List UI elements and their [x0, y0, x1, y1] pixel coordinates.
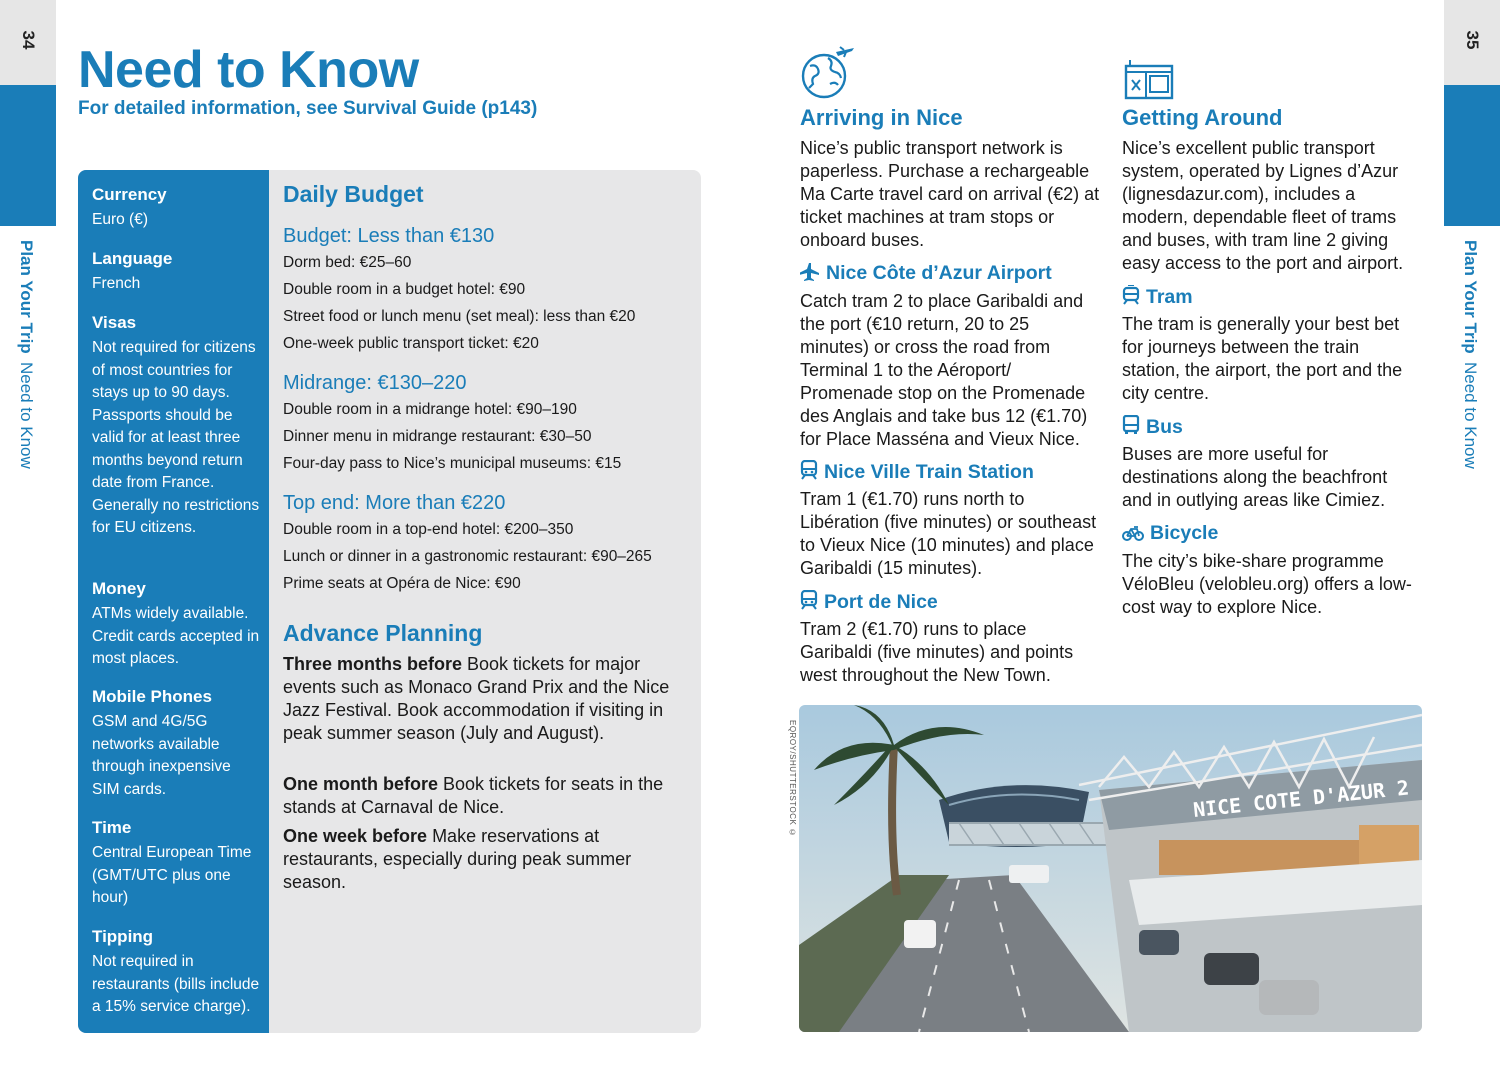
- fact-money: Money ATMs widely available. Credit cards accepted in most places.: [92, 579, 260, 667]
- side-label-section: Plan Your Trip: [17, 240, 36, 354]
- bicycle-heading: Bicycle: [1122, 522, 1218, 545]
- budget-line: Four-day pass to Nice’s municipal museums: €15: [283, 455, 622, 472]
- fact-language: Language French: [92, 249, 173, 292]
- fact-visas: Visas Not required for citizens of most countries for stays up to 90 days. Passports should be valid for at least three months beyond return date from France. Generally no restrictions for EU citizens.: [92, 313, 260, 536]
- train-station-heading: Nice Ville Train Station: [800, 460, 1034, 484]
- tram-icon: [1122, 285, 1140, 305]
- bicycle-icon: [1122, 525, 1144, 541]
- airport-terminal-illustration: [799, 705, 1422, 1032]
- fact-currency: Currency Euro (€): [92, 185, 167, 228]
- budget-line: One-week public transport ticket: €20: [283, 335, 539, 352]
- tram-stop-icon: [1122, 58, 1176, 100]
- train-station-text: Tram 1 (€1.70) runs north to Libération (five minutes) or southeast to Vieux Nice (10 minutes) and place Garibaldi (15 minutes).: [800, 489, 1097, 578]
- bicycle-text: The city’s bike-share programme VéloBleu (velobleu.org) offers a low-cost way to explore Nice.: [1122, 551, 1412, 617]
- side-label-right: [1444, 240, 1500, 540]
- page-title: Need to Know: [78, 41, 419, 99]
- budget-line: Prime seats at Opéra de Nice: €90: [283, 575, 521, 592]
- page-number-left: 34: [0, 0, 56, 85]
- airport-heading: Nice Côte d’Azur Airport: [800, 262, 1052, 285]
- budget-tier-label: Budget: Less than €130: [283, 225, 495, 247]
- quick-facts-column: [78, 170, 269, 1033]
- airport-terminal-photo: [799, 705, 1422, 1032]
- airport-text: Catch tram 2 to place Garibaldi and the port (€10 return, 20 to 25 minutes) or cross the road from Terminal 1 to the Aéroport/ Promenade stop on the Promenade des Anglais and take bus 12 (€1.70) for Place Masséna and Vieux Nice.: [800, 291, 1088, 449]
- tram-heading: Tram: [1122, 285, 1193, 309]
- bus-icon: [1122, 415, 1140, 435]
- page-subtitle: For detailed information, see Survival Guide (p143): [78, 98, 538, 119]
- globe-plane-icon: [800, 46, 858, 100]
- planning-item: Three months before Book tickets for major events such as Monaco Grand Prix and the Nice Jazz Festival. Book accommodation if visiting in peak summer season (July and August).: [283, 654, 670, 743]
- side-tab-left: [0, 85, 56, 226]
- getting-around-heading: Getting Around: [1122, 105, 1283, 130]
- info-box: [78, 170, 701, 1033]
- arriving-heading: Arriving in Nice: [800, 105, 963, 130]
- port-text: Tram 2 (€1.70) runs to place Garibaldi (five minutes) and points west throughout the New Town.: [800, 619, 1074, 685]
- arriving-intro: Nice’s public transport network is paperless. Purchase a rechargeable Ma Carte travel card on arrival (€2) at ticket machines at tram stops or onboard buses.: [800, 138, 1100, 250]
- side-tab-right: [1444, 85, 1500, 226]
- budget-tier-label: Midrange: €130–220: [283, 372, 467, 394]
- budget-line: Double room in a budget hotel: €90: [283, 281, 526, 298]
- side-label-page: Need to Know: [17, 361, 36, 469]
- side-label-page: Need to Know: [1461, 361, 1480, 469]
- photo-credit: EQROY/SHUTTERSTOCK ©: [788, 720, 797, 838]
- daily-budget-heading: Daily Budget: [283, 181, 424, 207]
- fact-mobile-phones: Mobile Phones GSM and 4G/5G networks available through inexpensive SIM cards.: [92, 687, 231, 798]
- bus-text: Buses are more useful for destinations along the beachfront and in outlying areas like Cimiez.: [1122, 444, 1388, 510]
- budget-line: Double room in a midrange hotel: €90–190: [283, 401, 577, 418]
- budget-line: Dinner menu in midrange restaurant: €30–50: [283, 428, 592, 445]
- port-heading: Port de Nice: [800, 590, 938, 614]
- advance-planning-heading: Advance Planning: [283, 620, 483, 646]
- budget-line: Lunch or dinner in a gastronomic restaurant: €90–265: [283, 548, 652, 565]
- planning-item: One month before Book tickets for seats in the stands at Carnaval de Nice.: [283, 774, 664, 817]
- bus-heading: Bus: [1122, 415, 1183, 439]
- tram-text: The tram is generally your best bet for journeys between the train station, the airport, the port and the city centre.: [1122, 314, 1403, 403]
- page-number-right: 35: [1444, 0, 1500, 85]
- side-label-left: [0, 240, 56, 540]
- budget-tier-label: Top end: More than €220: [283, 492, 506, 514]
- side-label-section: Plan Your Trip: [1461, 240, 1480, 354]
- fact-tipping: Tipping Not required in restaurants (bills include a 15% service charge).: [92, 927, 260, 1015]
- budget-line: Street food or lunch menu (set meal): less than €20: [283, 308, 636, 325]
- terminal-sign: NICE COTE D'AZUR 2: [1192, 775, 1411, 822]
- airplane-icon: [800, 263, 820, 281]
- fact-time: Time Central European Time (GMT/UTC plus one hour): [92, 818, 252, 906]
- budget-line: Dorm bed: €25–60: [283, 254, 412, 271]
- getting-around-intro: Nice’s excellent public transport system, operated by Lignes d’Azur (lignesdazur.com), includes a modern, dependable fleet of trams and buses, with tram line 2 giving easy access to the port and airport.: [1122, 138, 1404, 273]
- train-icon: [800, 590, 818, 610]
- train-icon: [800, 460, 818, 480]
- budget-line: Double room in a top-end hotel: €200–350: [283, 521, 574, 538]
- planning-item: One week before Make reservations at restaurants, especially during peak summer season.: [283, 826, 632, 892]
